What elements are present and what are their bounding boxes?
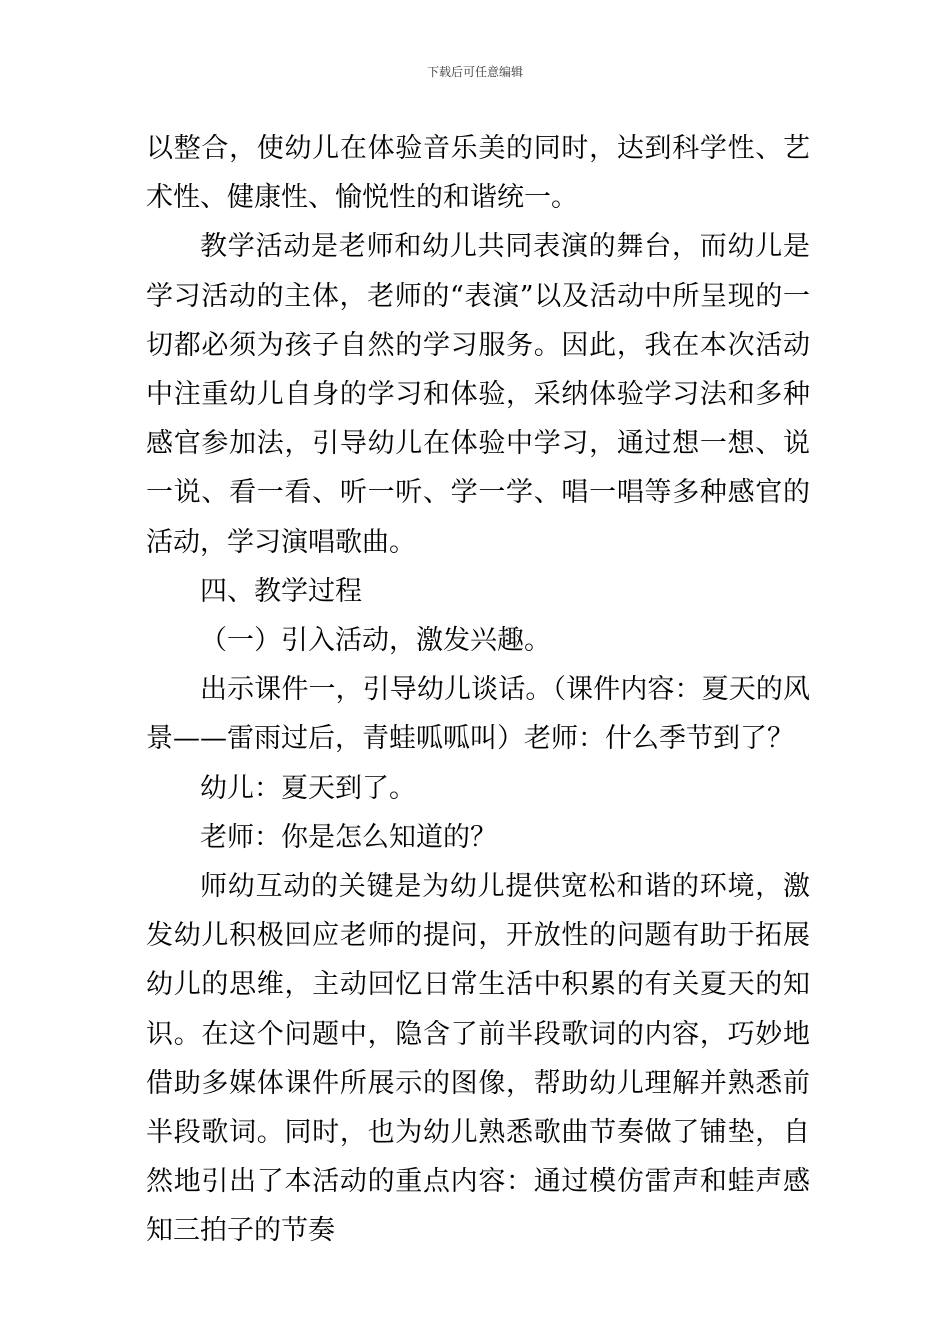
paragraph-8: 师幼互动的关键是为幼儿提供宽松和谐的环境，激发幼儿积极回应老师的提问，开放性的问题有助于拓展幼儿的思维，主动回忆日常生活中积累的有关夏天的知识。在这个问题中，隐含了前半段歌词的内容，巧妙地借助多媒体课件所展示的图像，帮助幼儿理解并熟悉前半段歌词。同时，也为幼儿熟悉歌曲节奏做了铺垫，自然地引出了本活动的重点内容：通过模仿雷声和蛙声感知三拍子的节奏 xyxy=(146,871,810,1247)
section-heading: 四、教学过程 xyxy=(200,575,362,607)
subsection-heading: （一）引入活动，激发兴趣。 xyxy=(200,625,551,657)
paragraph-5: 出示课件一，引导幼儿谈话。（课件内容：夏天的风景——雷雨过后，青蛙呱呱叫）老师：什么季节到了？ xyxy=(146,674,810,755)
paragraph-2: 教学活动是老师和幼儿共同表演的舞台，而幼儿是学习活动的主体，老师的“表演”以及活动中所呈现的一切都必须为孩子自然的学习服务。因此，我在本次活动中注重幼儿自身的学习和体验，采纳体验学习法和多种感官参加法，引导幼儿在体验中学习，通过想一想、说一说、看一看、听一听、学一学、唱一唱等多种感官的活动，学习演唱歌曲。 xyxy=(146,231,810,558)
paragraph-6: 幼儿：夏天到了。 xyxy=(200,772,416,804)
page-header: 下载后可任意编辑 xyxy=(426,65,523,79)
paragraph-7: 老师：你是怎么知道的？ xyxy=(200,821,497,853)
document-body xyxy=(146,124,810,1256)
paragraph-1: 以整合，使幼儿在体验音乐美的同时，达到科学性、艺术性、健康性、愉悦性的和谐统一。 xyxy=(146,133,810,214)
